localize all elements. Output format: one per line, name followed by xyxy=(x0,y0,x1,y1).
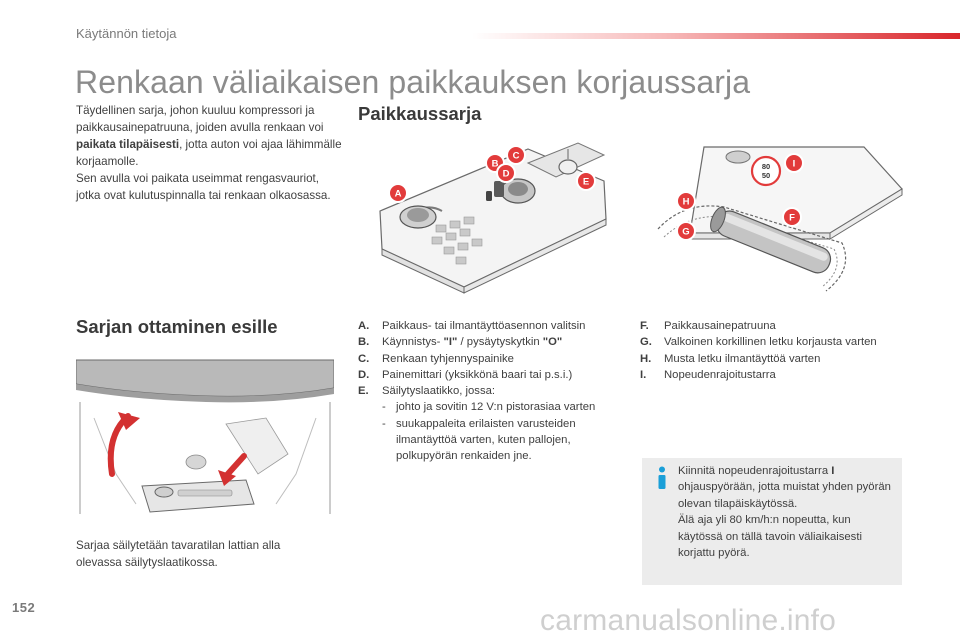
list-item xyxy=(358,351,620,367)
parts-list-f-i xyxy=(640,318,910,383)
list-text: Säilytyslaatikko, jossa: xyxy=(382,385,496,398)
intro-text-start: Täydellinen sarja, johon kuuluu kompressori ja paikkausainepatruuna, joiden avulla renkaan voi xyxy=(76,104,324,134)
list-text-pre: Käynnistys- xyxy=(382,336,444,349)
header-accent-bar xyxy=(472,33,960,39)
storage-dash: - xyxy=(382,417,386,430)
list-text: Painemittari (yksikkönä baari tai p.s.i.) xyxy=(382,368,573,381)
parts-list-a-e xyxy=(358,318,620,465)
callout-i-label: I xyxy=(792,158,796,170)
removal-caption: Sarjaa säilytetään tavaratilan lattian alla olevassa säilytyslaatikossa. xyxy=(76,539,281,569)
list-letter: G. xyxy=(640,336,652,349)
list-item xyxy=(640,334,910,350)
list-letter: H. xyxy=(640,352,652,365)
list-letter: F. xyxy=(640,320,649,332)
speed-sticker-bottom: 50 xyxy=(761,171,771,180)
list-letter: D. xyxy=(358,368,370,381)
list-item xyxy=(358,367,620,383)
list-text: Valkoinen korkillinen letku korjausta varten xyxy=(664,336,877,349)
removal-heading: Sarjan ottaminen esille xyxy=(76,316,278,337)
callout-g-label: G xyxy=(682,226,690,238)
callout-b-label: B xyxy=(491,158,499,170)
list-letter: E. xyxy=(358,385,369,398)
trunk-removal-illustration xyxy=(76,354,334,520)
trunk-removal-figure xyxy=(76,354,334,520)
info-note-text xyxy=(678,463,894,561)
callout-a-label: A xyxy=(394,188,402,200)
page-number: 152 xyxy=(12,600,36,615)
section-label: Käytännön tietoja xyxy=(76,26,177,41)
list-text: Paikkaus- tai ilmantäyttöasennon valitsin xyxy=(382,320,586,332)
list-item xyxy=(358,318,620,334)
note-line2: Älä aja yli 80 km/h:n nopeutta, kun käytössä on tällä tavoin väliaikaisesti korjattu pyörä. xyxy=(678,514,862,560)
storage-dash: - xyxy=(382,401,386,414)
callout-h-label: H xyxy=(682,196,690,208)
intro-text-second: Sen avulla voi paikata useimmat rengasvauriot, jotka ovat kulutuspinnalla tai renkaan olkaosassa. xyxy=(76,172,331,202)
callout-d-label: D xyxy=(502,168,510,180)
storage-text: suukappaleita erilaisten varusteiden ilmantäyttöä varten, kuten pallojen, polkupyörän renkaiden jne. xyxy=(396,417,576,463)
callout-c-label: C xyxy=(512,150,520,162)
intro-paragraph xyxy=(76,102,344,204)
list-text: Musta letku ilmantäyttöä varten xyxy=(664,352,821,365)
list-text: Paikkausainepatruuna xyxy=(664,320,776,332)
watermark: carmanualsonline.info xyxy=(540,604,837,637)
list-item xyxy=(358,383,620,399)
list-letter: A. xyxy=(358,320,370,332)
list-text-bold-off: "O" xyxy=(542,336,563,349)
callout-f-label: F xyxy=(789,212,795,224)
arrow-icon xyxy=(226,456,244,476)
list-letter: I. xyxy=(640,368,647,381)
list-item xyxy=(640,351,910,367)
kit-cartridge-illustration xyxy=(654,141,906,295)
list-text-mid: / pysäytyskytkin xyxy=(457,336,543,349)
list-text: Nopeudenrajoitustarra xyxy=(664,368,776,381)
list-item xyxy=(640,367,910,383)
kit-front-illustration xyxy=(368,141,620,295)
storage-item xyxy=(358,416,620,465)
note-line1-post: ohjauspyörään, jotta muistat yhden pyörän olevan tilapäiskäytössä. xyxy=(678,481,891,510)
list-text xyxy=(382,334,620,350)
callout-e-label: E xyxy=(582,176,590,188)
kit-front-figure xyxy=(368,141,620,295)
storage-text: johto ja sovitin 12 V:n pistorasiaa varten xyxy=(396,401,596,414)
list-item xyxy=(358,334,620,350)
list-letter: C. xyxy=(358,352,370,365)
kit-cartridge-figure xyxy=(654,141,906,295)
speed-sticker-top: 80 xyxy=(761,162,771,171)
intro-text-bold: paikata tilapäisesti xyxy=(76,138,180,151)
kit-heading: Paikkaussarja xyxy=(358,103,482,124)
list-item xyxy=(640,318,910,334)
storage-item xyxy=(358,399,620,415)
note-line1-bold: I xyxy=(831,465,835,477)
info-icon xyxy=(654,466,670,490)
page-title: Renkaan väliaikaisen paikkauksen korjaussarja xyxy=(75,64,751,100)
list-text: Renkaan tyhjennyspainike xyxy=(382,352,514,365)
list-letter: B. xyxy=(358,336,370,349)
list-text-bold-on: "I" xyxy=(443,336,458,349)
intro-text-end: , jotta auton voi ajaa lähimmälle korjaamolle. xyxy=(76,138,342,168)
note-line1-pre: Kiinnitä nopeudenrajoitustarra xyxy=(678,465,832,477)
